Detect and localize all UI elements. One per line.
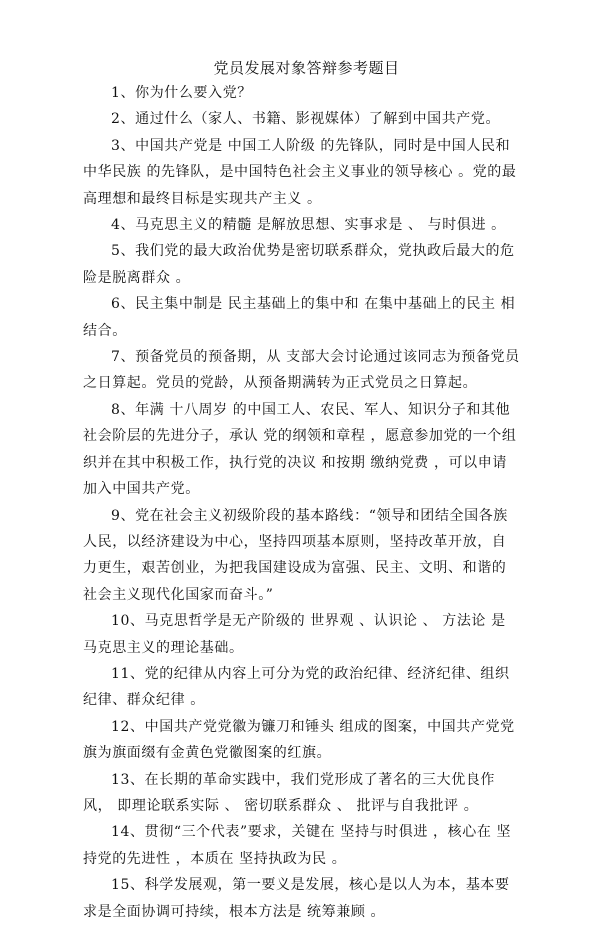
question-6: 6、民主集中制是 民主基础上的集中和 在集中基础上的民主 相结合。 — [83, 296, 516, 339]
question-8: 8、年满 十八周岁 的中国工人、农民、军人、知识分子和其他社会阶层的先进分子，承认 党的纲领和章程 ，愿意参加党的一个组织并在其中积极工作，执行党的决议 和按期 缴纳党费 ，可以申请加入中国共产党。 — [83, 401, 517, 498]
question-9: 9、党在社会主义初级阶段的基本路线：“领导和团结全国各族人民，以经济建设为中心，坚持四项基本原则，坚持改革开放，自力更生，艰苦创业，为把我国建设成为富强、民主、文明、和谐的社会主义现代化国家而奋斗。” — [83, 507, 508, 603]
question-1: 1、你为什么要入党？ — [111, 85, 252, 101]
question-3: 3、中国共产党是 中国工人阶级 的先锋队，同时是中国人民和中华民族 的先锋队，是中国特色社会主义事业的领导核心 。党的最高理想和最终目标是实现共产主义 。 — [83, 137, 517, 207]
question-15: 15、科学发展观，第一要义是发展，核心是以人为本，基本要求是全面协调可持续，根本方法是 统筹兼顾 。 — [83, 877, 510, 920]
question-12: 12、中国共产党党徽为镰刀和锤头 组成的图案，中国共产党党旗为旗面缀有金黄色党徽图案的红旗。 — [83, 718, 515, 762]
question-2: 2、通过什么（家人、书籍、影视媒体）了解到中国共产党。 — [111, 111, 501, 128]
question-5: 5、我们党的最大政治优势是密切联系群众，党执政后最大的危险是脱离群众 。 — [83, 243, 515, 286]
question-13: 13、在长期的革命实践中，我们党形成了著名的三大优良作风， 即理论联系实际 、 密切联系群众 、 批评与自我批评 。 — [83, 771, 496, 814]
question-4: 4、马克思主义的精髓 是解放思想、实事求是 、 与时俱进 。 — [111, 217, 506, 234]
question-14: 14、贯彻“三个代表”要求，关键在 坚持与时俱进 ，核心在 坚持党的先进性 ，本质在 坚持执政为民 。 — [83, 824, 512, 867]
question-7: 7、预备党员的预备期，从 支部大会讨论通过该同志为预备党员之日算起。党员的党龄，从预备期满转为正式党员之日算起。 — [83, 349, 520, 392]
document-title: 党员发展对象答辩参考题目 — [213, 59, 400, 77]
question-10: 10、马克思哲学是无产阶级的 世界观 、认识论 、 方法论 是马克思主义的理论基础。 — [83, 613, 506, 656]
question-11: 11、党的纪律从内容上可分为党的政治纪律、经济纪律、组织纪律、群众纪律 。 — [83, 665, 510, 709]
